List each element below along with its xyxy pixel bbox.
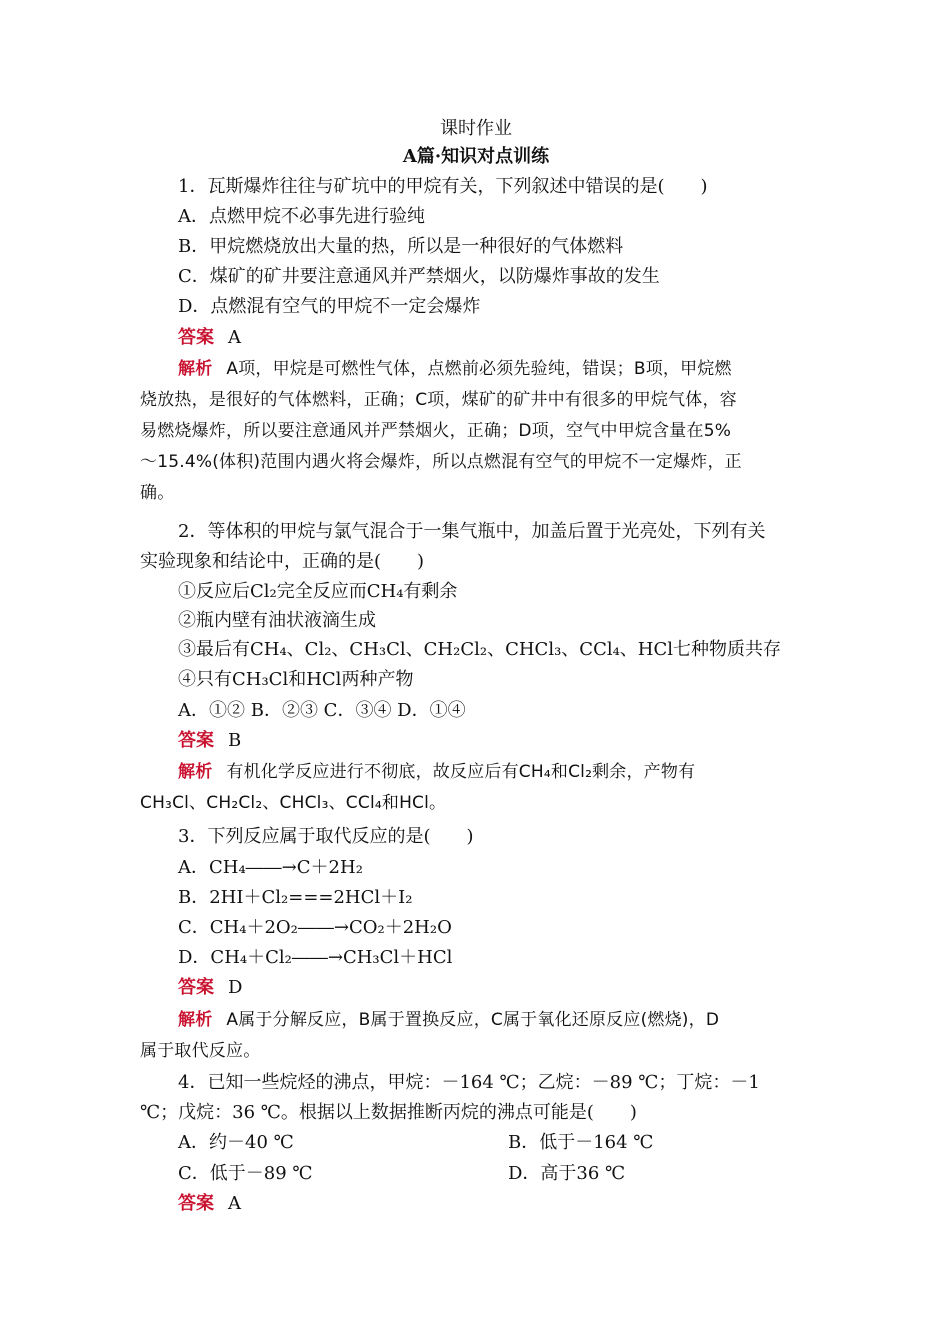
q4-option-a: A．约－40 ℃ (178, 1132, 294, 1153)
q2-analysis-line-2: CH₃Cl、CH₂Cl₂、CHCl₃、CCl₄和HCl。 (140, 793, 447, 813)
question-1-stem: 1．瓦斯爆炸往往与矿坑中的甲烷有关，下列叙述中错误的是( ) (178, 176, 708, 197)
q1-option-b: B．甲烷燃烧放出大量的热，所以是一种很好的气体燃料 (178, 236, 624, 257)
q1-option-d: D．点燃混有空气的甲烷不一定会爆炸 (178, 296, 481, 317)
q3-answer: D (228, 977, 243, 998)
q2-analysis-line-1 (178, 757, 812, 787)
q3-option-c: C．CH₄＋2O₂――→CO₂＋2H₂O (178, 917, 452, 938)
q4-option-d: D．高于36 ℃ (508, 1163, 626, 1184)
q4-options-row-1 (178, 1128, 812, 1158)
q1-analysis-line-4: ～15.4%(体积)范围内遇火将会爆炸，所以点燃混有空气的甲烷不一定爆炸，正 (140, 452, 742, 472)
question-3-stem: 3．下列反应属于取代反应的是( ) (178, 826, 474, 847)
q4-options-row-2 (178, 1159, 812, 1189)
q1-analysis-line-2: 烧放热，是很好的气体燃料，正确；C项，煤矿的矿井中有很多的甲烷气体，容 (140, 390, 737, 410)
q2-options: A．①② B．②③ C．③④ D．①④ (178, 700, 466, 721)
q2-answer-line (178, 726, 812, 756)
q1-answer: A (228, 327, 241, 348)
q1-analysis-line-1 (178, 354, 812, 384)
q3-option-d: D．CH₄＋Cl₂――→CH₃Cl＋HCl (178, 947, 453, 968)
answer-label: 答案 (178, 730, 214, 751)
q1-option-c: C．煤矿的矿井要注意通风并严禁烟火，以防爆炸事故的发生 (178, 266, 660, 287)
q4-answer: A (228, 1193, 241, 1214)
answer-label: 答案 (178, 977, 214, 998)
q3-answer-line (178, 973, 812, 1003)
q3-analysis-line-1 (178, 1005, 812, 1035)
q4-option-b: B．低于－164 ℃ (508, 1132, 654, 1153)
q3-analysis-text: A属于分解反应，B属于置换反应，C属于氧化还原反应(燃烧)，D (226, 1010, 720, 1030)
q1-analysis-line-3: 易燃烧爆炸，所以要注意通风并严禁烟火，正确；D项，空气中甲烷含量在5% (140, 421, 732, 441)
section-heading: A篇·知识对点训练 (402, 146, 550, 167)
analysis-label: 解析 (178, 1010, 213, 1030)
q4-answer-line (178, 1189, 812, 1219)
answer-label: 答案 (178, 327, 214, 348)
q1-analysis-text: A项，甲烷是可燃性气体，点燃前必须先验纯，错误；B项，甲烷燃 (226, 359, 732, 379)
q2-item-4: ④只有CH₃Cl和HCl两种产物 (178, 669, 414, 690)
question-2-stem-cont: 实验现象和结论中，正确的是( ) (140, 551, 425, 572)
q2-item-1: ①反应后Cl₂完全反应而CH₄有剩余 (178, 581, 458, 602)
question-4-stem: 4．已知一些烷烃的沸点，甲烷：－164 ℃；乙烷：－89 ℃；丁烷：－1 (178, 1072, 760, 1093)
q3-option-a: A．CH₄――→C＋2H₂ (178, 857, 363, 878)
q1-option-a: A．点燃甲烷不必事先进行验纯 (178, 206, 425, 227)
q2-item-2: ②瓶内壁有油状液滴生成 (178, 610, 376, 631)
analysis-label: 解析 (178, 359, 213, 379)
q3-analysis-line-2: 属于取代反应。 (140, 1041, 261, 1061)
answer-label: 答案 (178, 1193, 214, 1214)
analysis-label: 解析 (178, 762, 213, 782)
q2-answer: B (228, 730, 242, 751)
q2-item-3: ③最后有CH₄、Cl₂、CH₃Cl、CH₂Cl₂、CHCl₃、CCl₄、HCl七种物质共存 (178, 639, 782, 660)
page-title: 课时作业 (440, 118, 512, 139)
question-4-stem-cont: ℃；戊烷：36 ℃。根据以上数据推断丙烷的沸点可能是( ) (140, 1102, 637, 1123)
q1-answer-line (178, 323, 812, 353)
q4-option-c: C．低于－89 ℃ (178, 1163, 313, 1184)
q1-analysis-line-5: 确。 (140, 483, 175, 503)
question-2-stem: 2．等体积的甲烷与氯气混合于一集气瓶中，加盖后置于光亮处，下列有关 (178, 521, 766, 542)
q3-option-b: B．2HI＋Cl₂===2HCl＋I₂ (178, 887, 413, 908)
q2-analysis-text: 有机化学反应进行不彻底，故反应后有CH₄和Cl₂剩余，产物有 (226, 762, 696, 782)
